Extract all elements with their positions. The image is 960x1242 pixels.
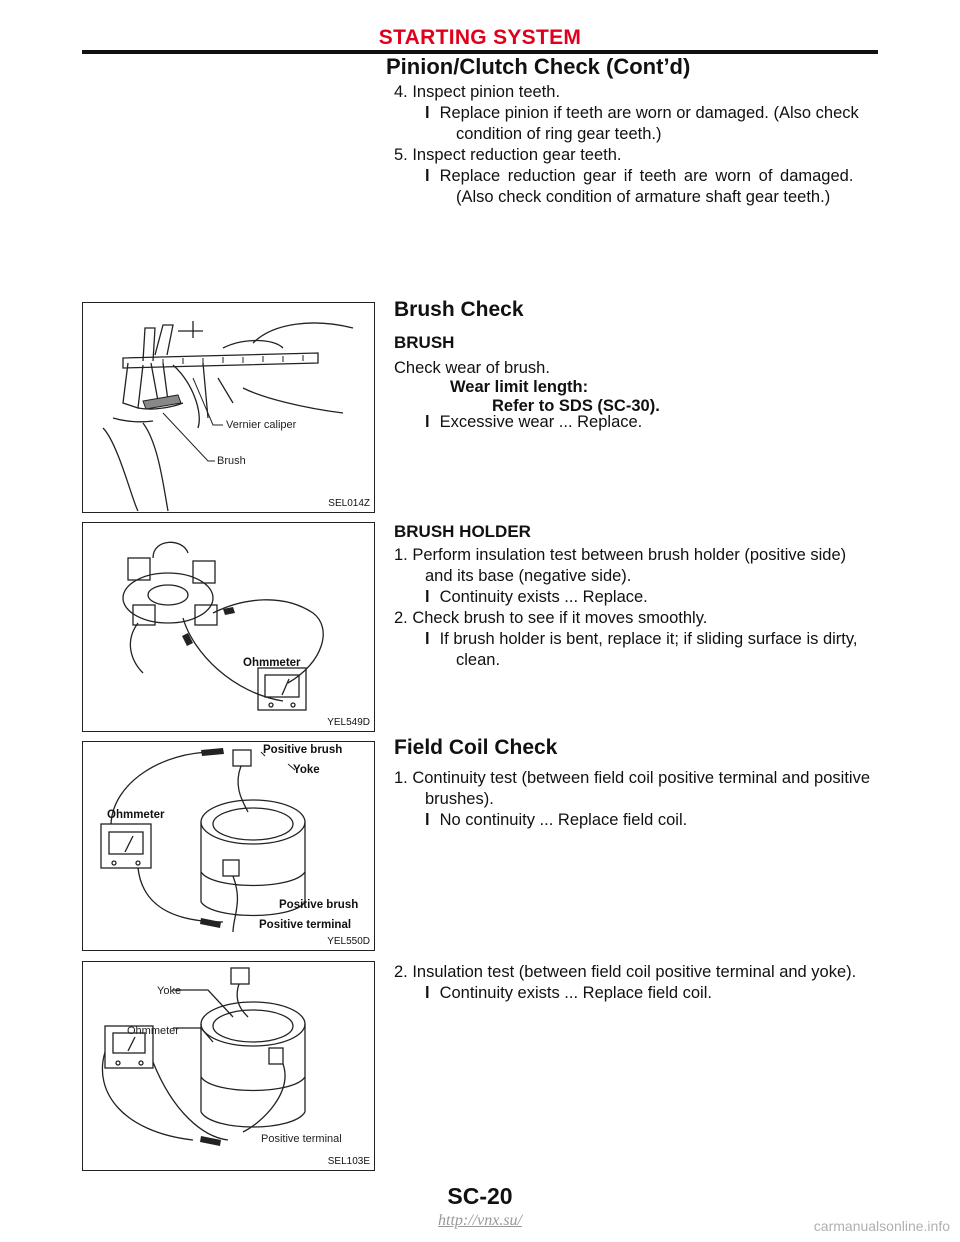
brush-check-title: Brush Check <box>394 298 524 321</box>
field-coil-bullet-continuity: l Continuity exists ... Replace field coil. <box>425 983 712 1004</box>
fig3-label-positive-brush-top: Positive brush <box>263 744 343 756</box>
fig4-label-ohmmeter: Ohmmeter <box>127 1025 179 1037</box>
vernier-caliper-illustration <box>83 303 374 512</box>
fig1-label-brush: Brush <box>217 455 246 467</box>
fig3-label-yoke: Yoke <box>293 764 320 776</box>
fig1-label-caliper: Vernier caliper <box>226 419 297 431</box>
brush-holder-step-1-cont: and its base (negative side). <box>425 567 632 585</box>
fig3-code: YEL550D <box>327 936 370 947</box>
field-coil-bullet-no-continuity: l No continuity ... Replace field coil. <box>425 810 687 831</box>
figure-field-coil-continuity <box>82 741 375 951</box>
brush-holder-bullet-bent: l If brush holder is bent, replace it; if sliding surface is dirty, <box>425 629 857 650</box>
fig4-label-yoke: Yoke <box>157 985 182 997</box>
section-title: STARTING SYSTEM <box>378 26 582 49</box>
page-heading: Pinion/Clutch Check (Cont’d) <box>386 54 691 79</box>
brush-holder-step-1: 1. Perform insulation test between brush holder (positive side) <box>394 546 847 564</box>
fig3-label-positive-terminal: Positive terminal <box>259 919 352 931</box>
pinion-step-5-bullet-cont: (Also check condition of armature shaft gear teeth.) <box>456 188 831 206</box>
pinion-step-4: 4. Inspect pinion teeth. <box>394 83 561 101</box>
brush-holder-subheading: BRUSH HOLDER <box>394 522 531 541</box>
fig4-label-positive-terminal: Positive terminal <box>261 1133 342 1145</box>
field-coil-continuity-illustration <box>83 742 374 950</box>
field-coil-step-1: 1. Continuity test (between field coil positive terminal and positive <box>394 769 870 787</box>
watermark: carmanualsonline.info <box>813 1218 950 1234</box>
brush-check-text: Check wear of brush. <box>394 359 550 377</box>
figure-field-coil-insulation <box>82 961 375 1171</box>
fig1-code: SEL014Z <box>328 498 370 509</box>
figure-vernier-caliper <box>82 302 375 513</box>
wear-limit-value: Refer to SDS (SC-30). <box>492 397 660 415</box>
fig3-label-positive-brush-bottom: Positive brush <box>279 899 359 911</box>
field-coil-step-1-cont: brushes). <box>425 790 494 808</box>
pinion-step-4-bullet: l Replace pinion if teeth are worn or damaged. (Also check <box>425 103 859 124</box>
pinion-step-5-bullet: l Replace reduction gear if teeth are worn of damaged. <box>425 166 853 187</box>
brush-holder-bullet-continuity: l Continuity exists ... Replace. <box>425 587 648 608</box>
brush-holder-illustration <box>83 523 374 731</box>
fig3-label-ohmmeter: Ohmmeter <box>107 809 165 821</box>
fig2-code: YEL549D <box>327 717 370 728</box>
pinion-step-5: 5. Inspect reduction gear teeth. <box>394 146 622 164</box>
brush-holder-bullet-bent-cont: clean. <box>456 651 501 669</box>
figure-brush-holder <box>82 522 375 732</box>
field-coil-step-2: 2. Insulation test (between field coil positive terminal and yoke). <box>394 963 857 981</box>
pinion-step-4-bullet-cont: condition of ring gear teeth.) <box>456 125 662 143</box>
fig4-code: SEL103E <box>327 1156 370 1167</box>
fig2-label-ohmmeter: Ohmmeter <box>243 657 301 669</box>
brush-holder-step-2: 2. Check brush to see if it moves smoothly. <box>394 609 708 627</box>
site-link[interactable]: http://vnx.su/ <box>438 1212 522 1229</box>
brush-subheading: BRUSH <box>394 333 455 352</box>
brush-excessive-wear-bullet: l Excessive wear ... Replace. <box>425 412 642 433</box>
page-number: SC-20 <box>447 1183 513 1209</box>
wear-limit-label: Wear limit length: <box>450 378 589 396</box>
field-coil-title: Field Coil Check <box>394 736 558 759</box>
field-coil-insulation-illustration <box>83 962 374 1170</box>
